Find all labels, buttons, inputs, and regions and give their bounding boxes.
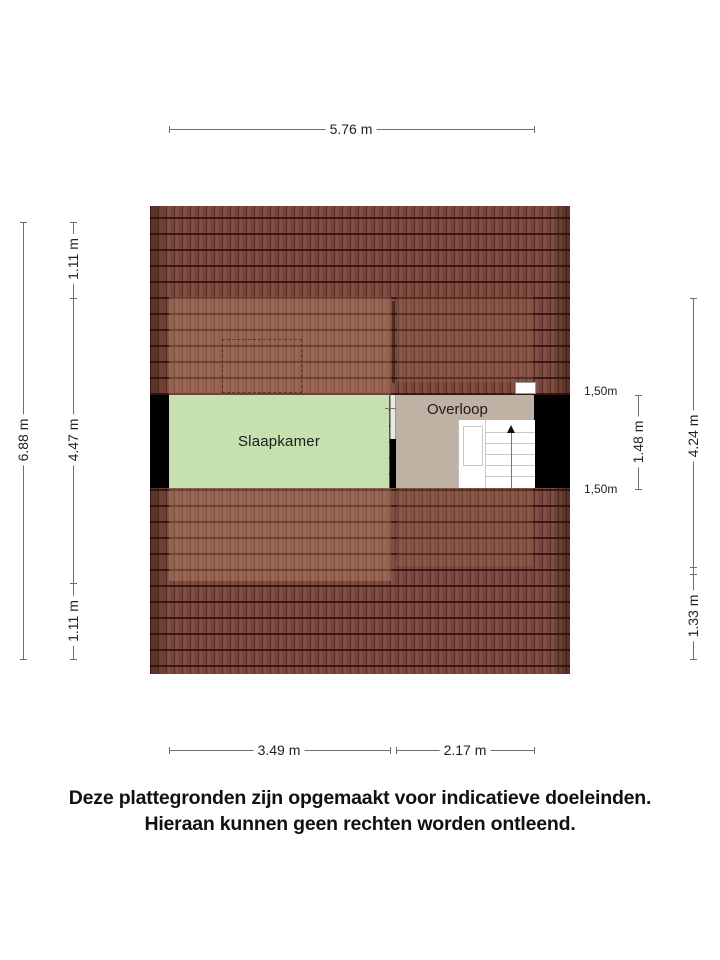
dimension-tick [20,222,27,223]
gable-wall-right [534,395,570,488]
dimension-tick [169,747,170,754]
dimension-tick [534,126,535,133]
disclaimer-line-2: Hieraan kunnen geen rechten worden ontleend. [144,813,576,835]
stair-well [463,426,483,466]
room-label-overloop: Overloop [427,401,488,418]
dimension-tick [169,126,170,133]
attic-zone-lower-right [397,488,533,566]
dimension-label-right-total-upper: 4.24 m [685,411,701,462]
dimension-tick [690,659,697,660]
dimension-label-bottom-right: 2.17 m [440,742,491,758]
dimension-tick [690,298,697,299]
dimension-tick [70,222,77,223]
gable-wall-left [150,395,169,488]
dimension-tick [70,583,77,584]
dimension-tick [70,659,77,660]
dimension-label-right-bottom: 1.33 m [685,591,701,642]
dimension-label-left-bottom: 1.11 m [65,596,81,646]
dimension-tick [534,747,535,754]
height-marker-top: 1,50m [584,384,618,398]
dimension-label-left-total: 6.88 m [15,415,31,466]
skylight-outline [222,339,302,393]
hatch-corner [515,382,536,394]
attic-divider-upper [392,301,395,383]
dimension-tick [390,747,391,754]
dimension-label-left-top: 1.11 m [65,234,81,284]
dimension-tick [70,298,77,299]
room-slaapkamer [169,395,389,488]
attic-zone-upper-right [397,297,533,382]
dimension-tick [635,489,642,490]
room-label-slaapkamer: Slaapkamer [237,433,321,450]
disclaimer-line-1: Deze plattegronden zijn opgemaakt voor indicatieve doeleinden. [68,787,652,809]
stair-direction-line [511,430,512,488]
stair-step [485,443,535,444]
dimension-tick [20,659,27,660]
stair-step [485,465,535,466]
dimension-label-right-window: 1.48 m [630,417,646,468]
height-marker-bottom: 1,50m [584,482,618,496]
dimension-tick [690,574,697,575]
dimension-tick [396,747,397,754]
dimension-label-bottom-left: 3.49 m [254,742,305,758]
dimension-tick [690,567,697,568]
stair-step [485,454,535,455]
attic-zone-lower-left [169,488,391,581]
stair-step [485,476,535,477]
stair-up-arrow-icon [507,425,515,433]
dimension-label-left-middle: 4.47 m [65,415,81,466]
staircase [458,420,535,488]
dimension-label-top-total: 5.76 m [326,121,377,137]
dimension-tick [635,395,642,396]
